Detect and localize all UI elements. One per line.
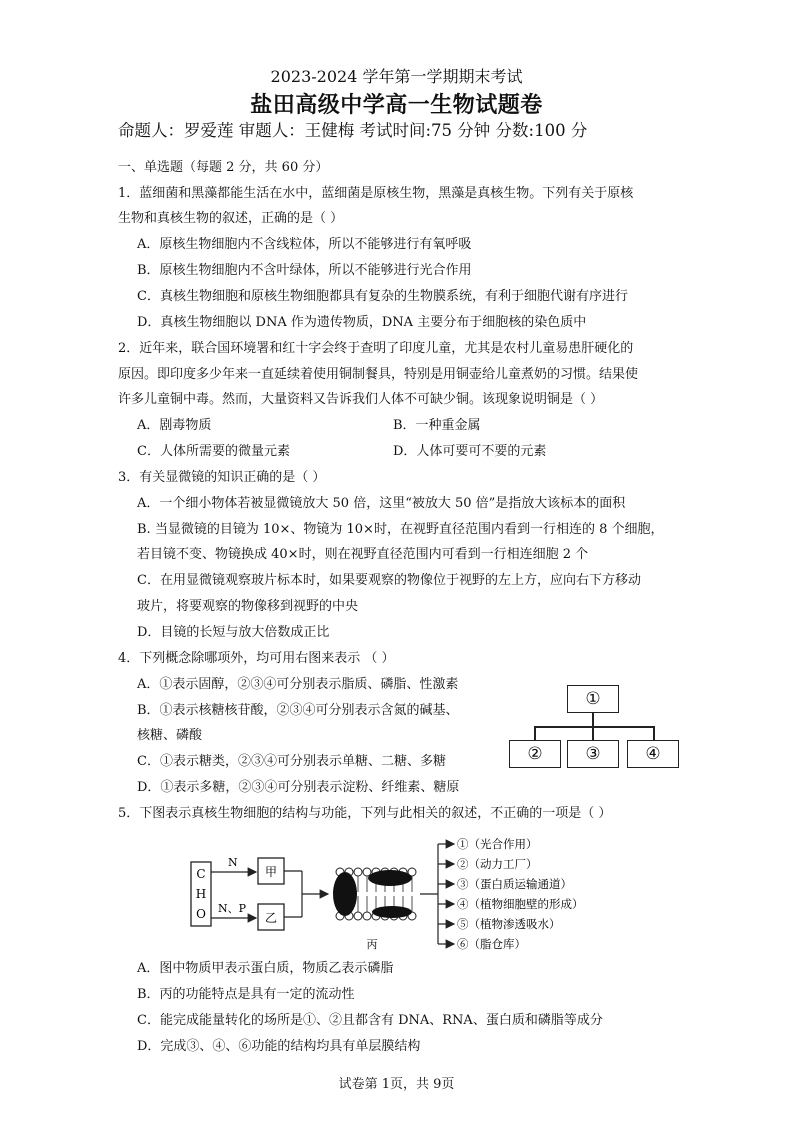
q3-option-b-line1: B. 当显微镜的目镜为 10×、物镜为 10×时，在视野直径范围内看到一行相连的 8 个细胞，	[137, 522, 664, 537]
q1-option-d: D．真核生物细胞以 DNA 作为遗传物质，DNA 主要分布于细胞核的染色质中	[137, 315, 587, 330]
q2-option-d: D．人体可要可不要的元素	[393, 444, 547, 459]
q4-option-d: D．①表示多糖，②③④可分别表示淀粉、纤维素、糖原	[137, 780, 460, 795]
label-n: N	[228, 856, 238, 869]
q2-option-b: B．一种重金属	[393, 418, 481, 433]
q5-cell-structure-figure	[180, 832, 640, 956]
q3-option-c-line2: 玻片，将要观察的物像移到视野的中央	[137, 599, 359, 614]
function-6: ⑥（脂仓库）	[457, 937, 526, 951]
element-h: H	[195, 887, 207, 901]
page-title: 盐田高级中学高一生物试题卷	[250, 92, 543, 118]
q5-stem: 5．下图表示真核生物细胞的结构与功能，下列与此相关的叙述，不正确的一项是（ ）	[118, 806, 612, 821]
membrane-protein-3	[372, 906, 412, 918]
function-1: ①（光合作用）	[457, 837, 538, 851]
label-np: N、P	[218, 902, 247, 915]
q2-stem-line3: 许多儿童铜中毒。然而，大量资料又告诉我们人体不可缺少铜。该现象说明铜是（ ）	[118, 392, 604, 407]
q2-option-a: A．剧毒物质	[137, 418, 212, 433]
q2-stem-line1: 2．近年来，联合国环境署和红十字会终于查明了印度儿童，尤其是农村儿童易患肝硬化的	[118, 341, 634, 356]
q4-diagram-stem-line	[592, 713, 594, 727]
q4-diagram-branch-left	[534, 726, 536, 740]
q4-diagram-branch-mid	[592, 726, 594, 740]
label-bing: 丙	[366, 938, 378, 951]
q4-option-b-line1: B．①表示核糖核苷酸，②③④可分别表示含氮的碱基、	[137, 703, 459, 718]
function-5: ⑤（植物渗透吸水）	[457, 917, 561, 931]
q5-option-c: C．能完成能量转化的场所是①、②且都含有 DNA、RNA、蛋白质和磷脂等成分	[137, 1013, 603, 1028]
exam-term-line: 2023-2024 学年第一学期期末考试	[270, 67, 523, 86]
q4-diagram-node-1: ①	[567, 685, 619, 713]
function-3: ③（蛋白质运输通道）	[457, 877, 572, 891]
q2-option-c: C．人体所需要的微量元素	[137, 444, 290, 459]
element-c: C	[196, 867, 206, 881]
q1-stem-line2: 生物和真核生物的叙述，正确的是（ ）	[118, 211, 344, 226]
page-footer: 试卷第 1页，共 9页	[338, 1077, 455, 1092]
q4-stem: 4．下列概念除哪项外，均可用右图来表示 （ ）	[118, 651, 395, 666]
element-o: O	[196, 907, 206, 921]
q3-option-c-line1: C．在用显微镜观察玻片标本时，如果要观察的物像位于视野的左上方，应向右下方移动	[137, 573, 641, 588]
q4-diagram-node-4: ④	[627, 740, 679, 768]
membrane-protein-1	[333, 872, 357, 916]
q5-option-b: B．丙的功能特点是具有一定的流动性	[137, 987, 355, 1002]
function-2: ②（动力工厂）	[457, 857, 538, 871]
q4-diagram-node-3: ③	[567, 740, 619, 768]
q1-stem-line1: 1．蓝细菌和黑藻都能生活在水中，蓝细菌是原核生物，黑藻是真核生物。下列有关于原核	[118, 186, 634, 201]
q4-diagram-node-2: ②	[509, 740, 561, 768]
label-jia: 甲	[264, 865, 278, 879]
q4-diagram-branch-right	[653, 726, 655, 740]
phospholipid-bilayer	[333, 868, 416, 920]
label-yi: 乙	[264, 911, 278, 925]
q3-stem: 3．有关显微镜的知识正确的是（ ）	[118, 470, 326, 485]
q1-option-b: B．原核生物细胞内不含叶绿体，所以不能够进行光合作用	[137, 263, 472, 278]
q3-option-d: D．目镜的长短与放大倍数成正比	[137, 625, 330, 640]
exam-meta: 命题人：罗爱莲 审题人：王健梅 考试时间:75 分钟 分数:100 分	[118, 121, 588, 140]
q3-option-a: A．一个细小物体若被显微镜放大 50 倍，这里“被放大 50 倍”是指放大该标本的面积	[137, 496, 626, 511]
section-heading: 一、单选题（每题 2 分，共 60 分）	[118, 160, 329, 175]
q4-option-c: C．①表示糖类，②③④可分别表示单糖、二糖、多糖	[137, 754, 446, 769]
q5-option-d: D．完成③、④、⑥功能的结构均具有单层膜结构	[137, 1039, 421, 1054]
function-4: ④（植物细胞壁的形成）	[457, 897, 584, 911]
q4-diagram-branch-line	[534, 726, 654, 728]
q2-stem-line2: 原因。即印度多少年来一直延续着使用铜制餐具，特别是用铜壶给儿童煮奶的习惯。结果使	[118, 367, 639, 382]
q1-option-a: A．原核生物细胞内不含线粒体，所以不能够进行有氧呼吸	[137, 237, 472, 252]
q3-option-b-line2: 若目镜不变、物镜换成 40×时，则在视野直径范围内可看到一行相连细胞 2 个	[137, 547, 589, 562]
q1-option-c: C．真核生物细胞和原核生物细胞都具有复杂的生物膜系统，有利于细胞代谢有序进行	[137, 289, 628, 304]
q4-option-a: A．①表示固醇，②③④可分别表示脂质、磷脂、性激素	[137, 677, 459, 692]
membrane-protein-2	[368, 870, 412, 886]
q5-option-a: A．图中物质甲表示蛋白质，物质乙表示磷脂	[137, 961, 394, 976]
q4-option-b-line2: 核糖、磷酸	[137, 728, 203, 743]
